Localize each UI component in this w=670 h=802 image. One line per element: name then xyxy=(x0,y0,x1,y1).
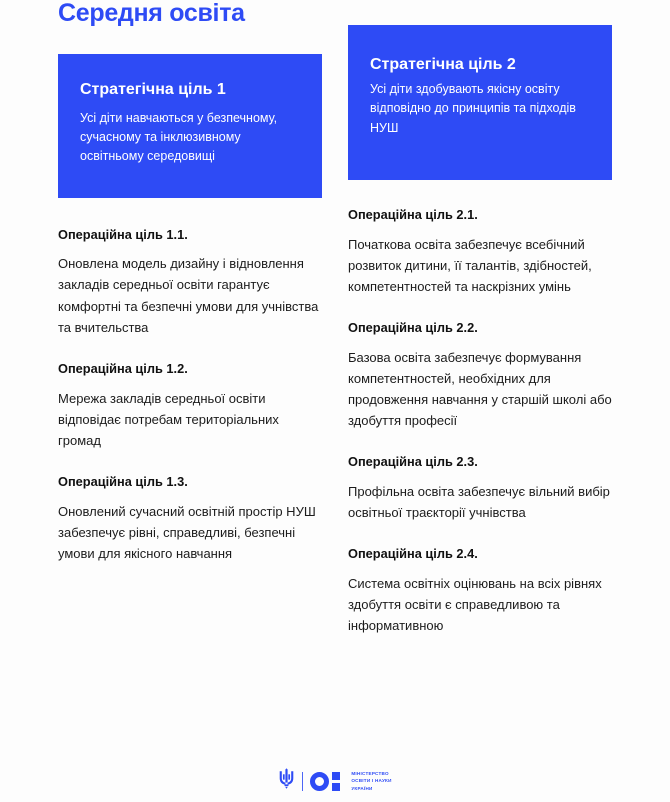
operational-goal-title: Операційна ціль 1.3. xyxy=(58,473,188,489)
strategic-goal-2-text: Усі діти здобувають якісну освіту відповідно до принципів та підходів НУШ xyxy=(370,82,576,135)
operational-goal-text: Початкова освіта забезпечує всебічний розвиток дитини, її талантів, здібностей, компетентностей та наскрізних умінь xyxy=(348,236,592,294)
operational-goal-title: Операційна ціль 1.2. xyxy=(58,360,188,376)
operational-goal-item xyxy=(348,206,612,297)
operational-goal-title: Операційна ціль 1.1. xyxy=(58,226,188,242)
strategic-goal-1-title: Стратегічна ціль 1 xyxy=(80,80,226,98)
footer xyxy=(0,768,670,794)
mon-ring-shape xyxy=(310,772,329,791)
strategic-goal-card-2 xyxy=(348,25,612,180)
mon-ring-icon xyxy=(310,772,340,791)
ministry-name-line-2: ОСВІТИ І НАУКИ xyxy=(351,778,392,784)
operational-goal-text: Мережа закладів середньої освіти відповідає потребам територіальних громад xyxy=(58,390,279,448)
page-title: Середня освіта xyxy=(58,0,245,27)
strategic-goal-1-text: Усі діти навчаються у безпечному, сучасному та інклюзивному освітньому середовищі xyxy=(80,110,278,164)
strategic-goal-card-1 xyxy=(58,54,322,198)
mon-bars-shape xyxy=(332,772,340,791)
operational-goal-text: Система освітніх оцінювань на всіх рівнях здобуття освіти є справедливою та інформативною xyxy=(348,576,602,634)
ministry-logo xyxy=(278,768,391,794)
operational-goal-item xyxy=(58,473,322,564)
ministry-name-line-1: МІНІСТЕРСТВО xyxy=(351,771,389,777)
operational-goal-text: Базова освіта забезпечує формування компетентностей, необхідних для продовження навчання у старшій школі або здобуття професії xyxy=(348,349,612,429)
operational-goal-title: Операційна ціль 2.3. xyxy=(348,454,478,470)
ministry-name xyxy=(351,770,391,791)
operational-goal-item xyxy=(348,453,612,523)
mon-bar-top xyxy=(332,772,340,780)
mon-bar-bottom xyxy=(332,783,340,791)
left-column xyxy=(58,0,322,636)
operational-goal-item xyxy=(58,360,322,451)
ukraine-trident-icon xyxy=(278,768,295,794)
operational-goal-title: Операційна ціль 2.2. xyxy=(348,320,478,336)
operational-goal-item xyxy=(348,545,612,636)
ministry-name-line-3: УКРАЇНИ xyxy=(351,785,373,791)
right-column xyxy=(348,0,612,636)
strategic-goal-2-title: Стратегічна ціль 2 xyxy=(370,56,516,73)
operational-goal-text: Профільна освіта забезпечує вільний вибір освітньої траєкторії учнівства xyxy=(348,484,610,521)
logo-divider xyxy=(302,772,303,791)
operational-goal-text: Оновлена модель дизайну і відновлення закладів середньої освіти гарантує комфортні та безпечні умови для учнівства та вчительства xyxy=(58,256,319,335)
operational-goal-item xyxy=(58,226,322,338)
operational-goal-text: Оновлений сучасний освітній простір НУШ забезпечує рівні, справедливі, безпечні умови для якісного навчання xyxy=(58,503,316,561)
operational-goals-list-1 xyxy=(58,226,322,564)
operational-goal-item xyxy=(348,319,612,431)
operational-goal-title: Операційна ціль 2.1. xyxy=(348,207,478,222)
operational-goals-list-2 xyxy=(348,206,612,636)
operational-goal-title: Операційна ціль 2.4. xyxy=(348,546,478,562)
